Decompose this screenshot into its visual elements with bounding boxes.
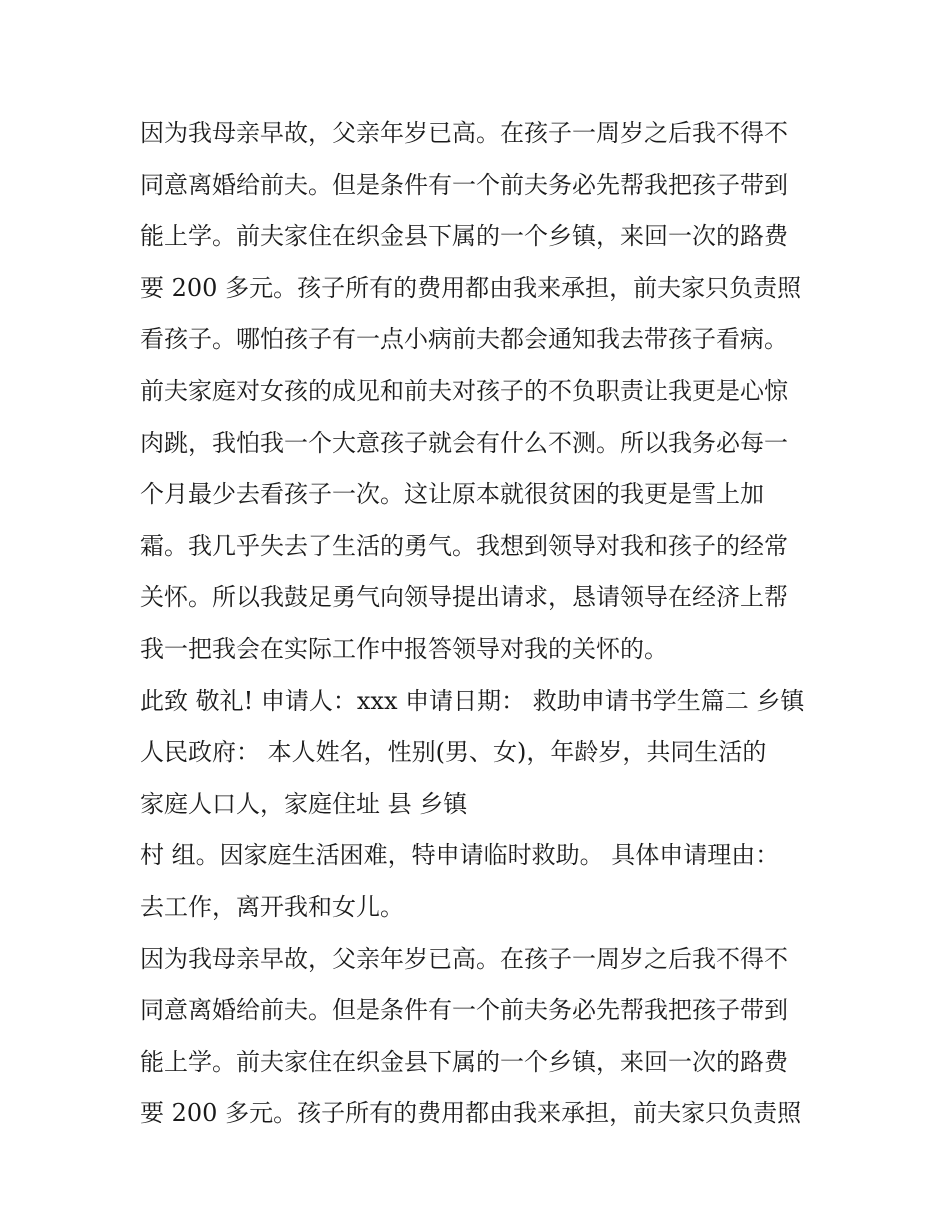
text-line-14: 家庭人口人，家庭住址 县 乡镇 <box>140 789 468 818</box>
text-line-4: 要 200 多元。孩子所有的费用都由我来承担，前夫家只负责照 <box>140 273 802 302</box>
text-line-1: 因为我母亲早故，父亲年岁已高。在孩子一周岁之后我不得不 <box>140 119 788 147</box>
text-line-5: 看孩子。哪怕孩子有一点小病前夫都会通知我去带孩子看病。 <box>140 325 788 354</box>
text-line-7: 肉跳，我怕我一个大意孩子就会有什么不测。所以我务必每一 <box>140 428 788 457</box>
text-line-9: 霜。我几乎失去了生活的勇气。我想到领导对我和孩子的经常 <box>140 531 788 560</box>
text-line-3: 能上学。前夫家住在织金县下属的一个乡镇，来回一次的路费 <box>140 222 788 251</box>
text-line-11: 我一把我会在实际工作中报答领导对我的关怀的。 <box>140 634 668 663</box>
text-line-17: 因为我母亲早故，父亲年岁已高。在孩子一周岁之后我不得不 <box>140 944 788 973</box>
text-line-12: 此致 敬礼! 申请人：xxx 申请日期： 救助申请书学生篇二 乡镇 <box>140 686 805 715</box>
body-text <box>140 108 820 1140</box>
text-line-13: 人民政府： 本人姓名，性别(男、女)，年龄岁，共同生活的 <box>140 738 767 767</box>
text-line-10: 关怀。所以我鼓足勇气向领导提出请求，恳请领导在经济上帮 <box>140 583 788 612</box>
text-line-19: 能上学。前夫家住在织金县下属的一个乡镇，来回一次的路费 <box>140 1047 788 1076</box>
text-line-15: 村 组。因家庭生活困难，特申请临时救助。 具体申请理由： <box>140 841 780 870</box>
text-line-18: 同意离婚给前夫。但是条件有一个前夫务必先帮我把孩子带到 <box>140 996 788 1025</box>
text-line-2: 同意离婚给前夫。但是条件有一个前夫务必先帮我把孩子带到 <box>140 170 788 199</box>
text-line-20: 要 200 多元。孩子所有的费用都由我来承担，前夫家只负责照 <box>140 1099 802 1128</box>
text-line-8: 个月最少去看孩子一次。这让原本就很贫困的我更是雪上加 <box>140 480 764 509</box>
text-line-16: 去工作，离开我和女儿。 <box>140 892 404 921</box>
text-line-6: 前夫家庭对女孩的成见和前夫对孩子的不负职责让我更是心惊 <box>140 376 788 405</box>
